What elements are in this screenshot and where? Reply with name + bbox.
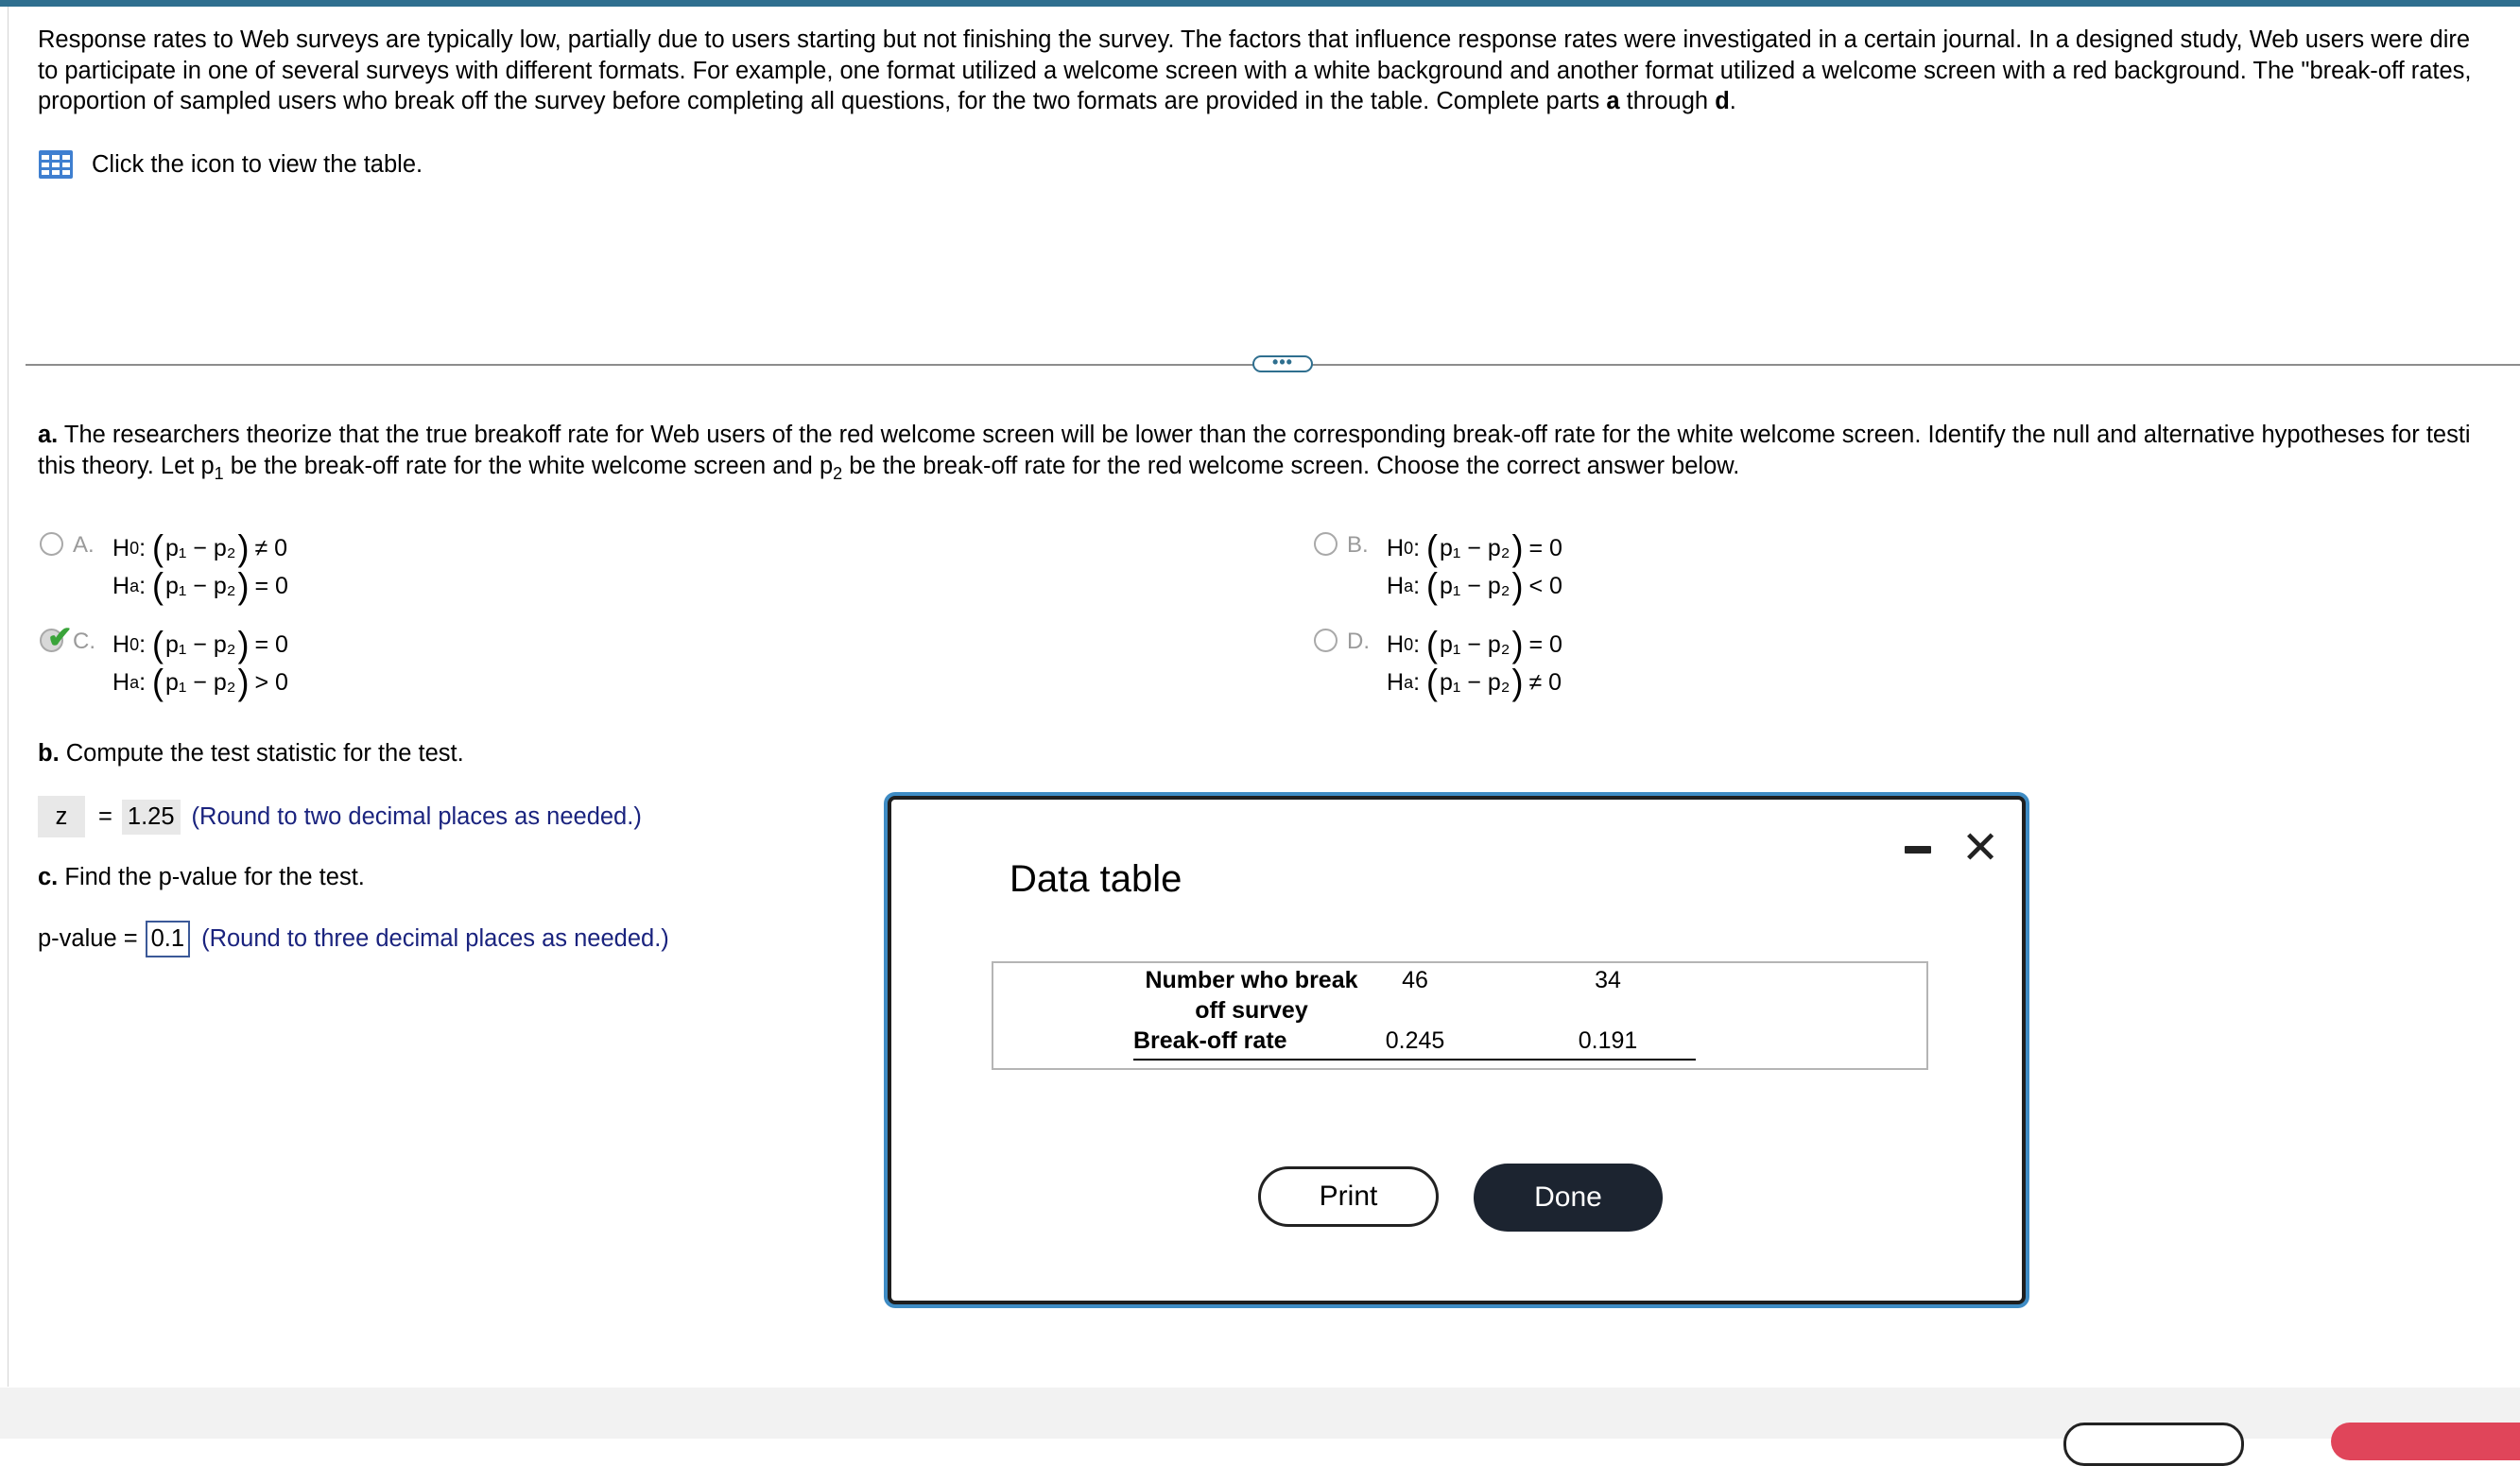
z-answer-row <box>38 796 642 837</box>
done-button[interactable]: Done <box>1474 1164 1663 1232</box>
table-underline <box>1133 1059 1696 1061</box>
table-grid-icon[interactable] <box>38 149 74 180</box>
bottom-outline-button[interactable] <box>2063 1423 2244 1466</box>
problem-intro <box>38 25 2520 117</box>
z-variable: z <box>38 796 85 837</box>
dialog-title: Data table <box>1010 858 1182 900</box>
alternative-hypothesis: H a : ( p₁ − p₂ ) = 0 <box>112 564 288 606</box>
option-c-letter: C. <box>73 629 95 654</box>
option-a-hypotheses <box>112 526 288 606</box>
intro-line-3: proportion of sampled users who break off the survey before completing all questions, for the two formats are provided in the table. Complete parts a through d. <box>38 88 1736 114</box>
option-c-hypotheses <box>112 623 288 702</box>
row-label-breakoff-rate: Break-off rate <box>1133 1027 1287 1054</box>
print-button[interactable]: Print <box>1258 1166 1439 1227</box>
p-value-input[interactable]: 0.1 <box>146 921 190 957</box>
p-value-answer-row <box>38 921 669 957</box>
cell-white-rate: 0.245 <box>1385 1027 1445 1054</box>
part-a-line-2: this theory. Let $p_1$ be the break-off rate for the white welcome screen and $p_2$ be the break-off rate for the red welcome screen. Choose the correct answer below. <box>38 452 1740 483</box>
data-table <box>992 961 1928 1070</box>
option-c[interactable] <box>40 620 288 702</box>
expand-handle[interactable]: ••• <box>1252 355 1313 372</box>
option-d-letter: D. <box>1347 629 1370 654</box>
data-table-dialog <box>888 796 2026 1304</box>
correct-check-icon: ✔ <box>47 620 73 654</box>
null-hypothesis: H 0 : ( p₁ − p₂ ) = 0 <box>1387 623 1562 664</box>
option-d-hypotheses <box>1387 623 1562 702</box>
null-hypothesis: H 0 : ( p₁ − p₂ ) = 0 <box>1387 526 1562 568</box>
option-b-radio[interactable] <box>1314 532 1338 556</box>
option-d-radio[interactable] <box>1314 629 1338 652</box>
cell-red-rate: 0.191 <box>1578 1027 1638 1054</box>
option-d[interactable] <box>1314 623 1562 702</box>
intro-line-2: to participate in one of several surveys with different formats. For example, one format utilized a welcome screen with a white background and another format utilized a welcome screen with a red background. The "break-off rates, <box>38 57 2472 84</box>
option-c-radio[interactable] <box>40 620 73 654</box>
top-accent-bar <box>0 0 2520 7</box>
part-a-line-1: a. The researchers theorize that the true breakoff rate for Web users of the red welcome screen will be lower than the corresponding break-off rate for the white welcome screen. Identify the null and alternative hypotheses for testi <box>38 422 2471 448</box>
p-value-label: p-value = <box>38 924 138 952</box>
p-rounding-hint: (Round to three decimal places as needed.) <box>201 924 669 952</box>
null-hypothesis: H 0 : ( p₁ − p₂ ) ≠ 0 <box>112 526 288 568</box>
option-a-radio[interactable] <box>40 532 63 556</box>
option-b-letter: B. <box>1347 532 1369 558</box>
part-a-question <box>38 420 2520 481</box>
cell-white-count: 46 <box>1402 967 1428 993</box>
alternative-hypothesis: H a : ( p₁ − p₂ ) > 0 <box>112 661 288 702</box>
row-label-breakoff-count: Number who break off survey <box>1145 967 1358 1024</box>
z-value-input[interactable]: 1.25 <box>122 800 181 835</box>
cell-red-count: 34 <box>1595 967 1621 993</box>
view-table-link[interactable] <box>38 149 423 180</box>
close-icon[interactable]: ✕ <box>1961 823 2000 873</box>
z-rounding-hint: (Round to two decimal places as needed.) <box>191 802 642 830</box>
equals-sign: = <box>98 802 112 830</box>
part-b-question: b. Compute the test statistic for the test. <box>38 740 464 767</box>
alternative-hypothesis: H a : ( p₁ − p₂ ) ≠ 0 <box>1387 661 1562 702</box>
bottom-primary-button[interactable] <box>2331 1423 2520 1460</box>
option-b-hypotheses <box>1387 526 1562 606</box>
view-table-text: Click the icon to view the table. <box>92 150 423 178</box>
option-a[interactable] <box>40 526 288 606</box>
left-border <box>8 7 9 1387</box>
intro-line-1: Response rates to Web surveys are typically low, partially due to users starting but not finishing the survey. The factors that influence response rates were investigated in a certain journal. In a designed study, Web users were dire <box>38 26 2471 53</box>
option-b[interactable] <box>1314 526 1562 606</box>
minimize-icon[interactable] <box>1905 846 1931 854</box>
alternative-hypothesis: H a : ( p₁ − p₂ ) < 0 <box>1387 564 1562 606</box>
part-c-question: c. Find the p-value for the test. <box>38 864 365 890</box>
option-a-letter: A. <box>73 532 95 558</box>
null-hypothesis: H 0 : ( p₁ − p₂ ) = 0 <box>112 623 288 664</box>
